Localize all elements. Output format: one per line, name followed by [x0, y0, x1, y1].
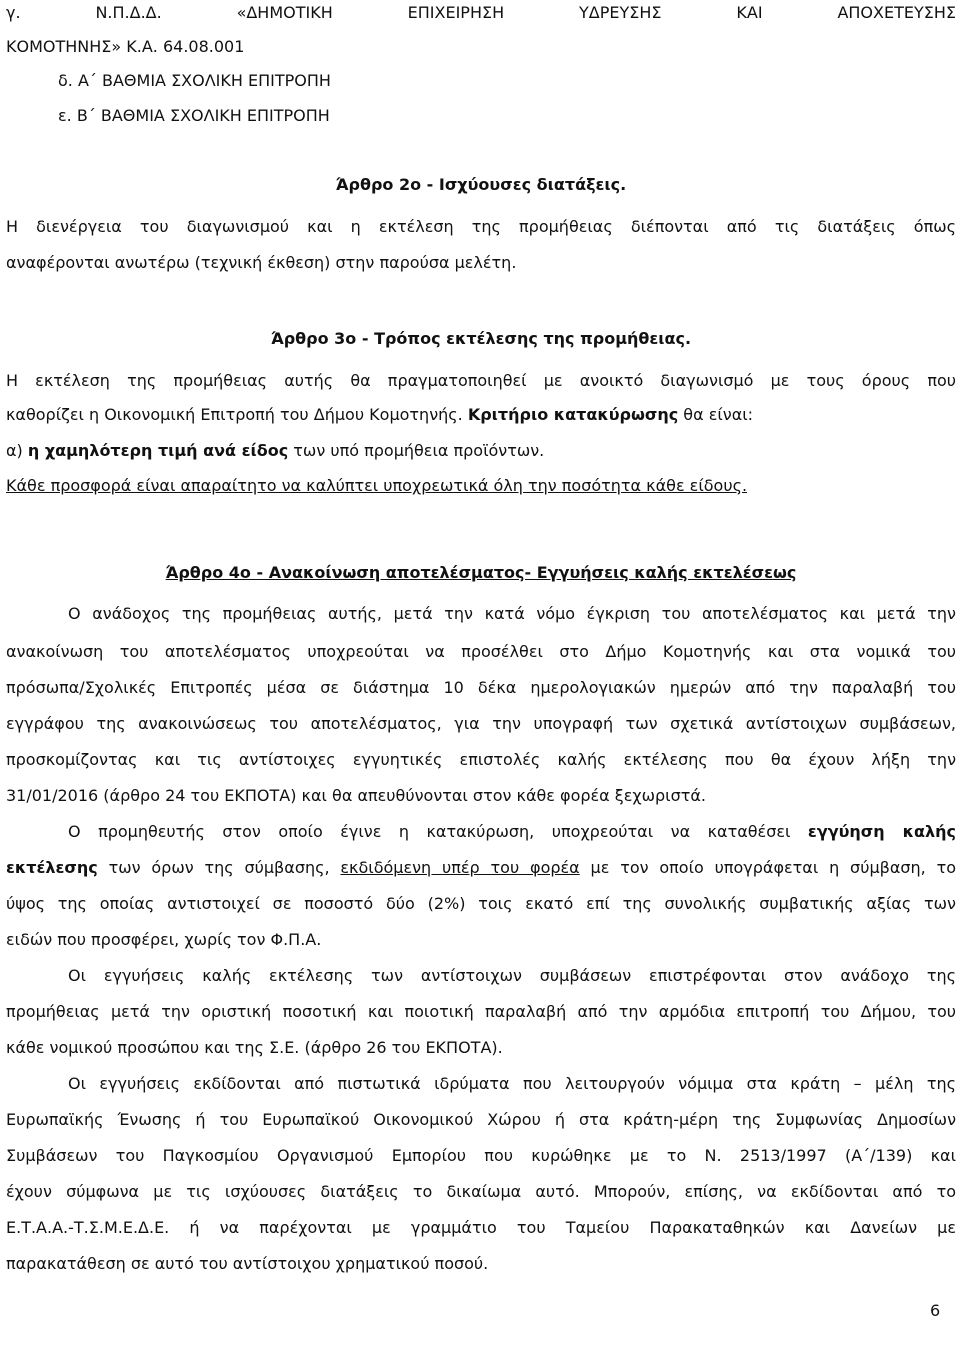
article-4-p4-line2: Ευρωπαϊκής Ένωσης ή του Ευρωπαϊκού Οικονομικού Χώρου ή στα κράτη-μέρη της Συμφωνίας Δημοσίων — [6, 1110, 956, 1129]
article-4-p4-line3: Συμβάσεων του Παγκοσμίου Οργανισμού Εμπορίου που κυρώθηκε με το Ν. 2513/1997 (Α΄/139) και — [6, 1146, 956, 1165]
article-3-line2 — [6, 404, 956, 426]
article-4-p4-line6: παρακατάθεση σε αυτό του αντίστοιχου χρηματικού ποσού. — [6, 1254, 489, 1273]
article-3-line2-end: θα είναι: — [678, 405, 754, 424]
article-3-line4: Κάθε προσφορά είναι απαραίτητο να καλύπτει υποχρεωτικά όλη την ποσότητα κάθε είδους. — [6, 476, 748, 495]
article-4-title: Άρθρο 4ο - Ανακοίνωση αποτελέσματος- Εγγυήσεις καλής εκτελέσεως — [165, 563, 797, 582]
article-4-p1-line2: ανακοίνωση του αποτελέσματος υποχρεούται να προσέλθει στο Δήμο Κομοτηνής και στα νομικά του — [6, 642, 956, 661]
item-g-line2: ΚΟΜΟΤΗΝΗΣ» Κ.Α. 64.08.001 — [6, 37, 245, 56]
item-d: δ. Α΄ ΒΑΘΜΙΑ ΣΧΟΛΙΚΗ ΕΠΙΤΡΟΠΗ — [58, 71, 331, 90]
award-criterion-label: Κριτήριο κατακύρωσης — [467, 405, 679, 424]
article-4-p2-line2-end: με τον οποίο υπογράφεται η σύμβαση, το — [579, 858, 957, 877]
article-4-p1-line1: Ο ανάδοχος της προμήθειας αυτής, μετά την κατά νόμο έγκριση του αποτελέσματος και μετά την — [68, 604, 956, 623]
article-4-p1-line4: εγγράφου της ανακοινώσεως του αποτελέσματος, για την υπογραφή των σχετικά αντίστοιχων συμβάσεων, — [6, 714, 956, 733]
article-2-title: Άρθρο 2ο - Ισχύουσες διατάξεις. — [335, 175, 627, 194]
item-g-line1: γ. Ν.Π.Δ.Δ. «ΔΗΜΟΤΙΚΗ ΕΠΙΧΕΙΡΗΣΗ ΥΔΡΕΥΣΗΣ ΚΑΙ ΑΠΟΧΕΤΕΥΣΗΣ — [6, 3, 956, 22]
article-3-title: Άρθρο 3ο - Τρόπος εκτέλεσης της προμήθειας. — [270, 329, 692, 348]
article-4-p2-line1-text: Ο προμηθευτής στον οποίο έγινε η κατακύρωση, υποχρεούται να καταθέσει — [68, 822, 808, 841]
article-3-line3-prefix: α) — [6, 441, 28, 460]
page-number: 6 — [930, 1301, 941, 1320]
article-4-p1-line5: προσκομίζοντας και τις αντίστοιχες εγγυητικές επιστολές καλής εκτέλεσης που θα έχουν λήξη την — [6, 750, 956, 769]
article-4-p4-line1: Οι εγγυήσεις εκδίδονται από πιστωτικά ιδρύματα που λειτουργούν νόμιμα στα κράτη – μέλη της — [68, 1074, 956, 1093]
item-e: ε. Β΄ ΒΑΘΜΙΑ ΣΧΟΛΙΚΗ ΕΠΙΤΡΟΠΗ — [58, 106, 330, 125]
article-4-p1-line3: πρόσωπα/Σχολικές Επιτροπές μέσα σε διάστημα 10 δέκα ημερολογιακών ημερών από την παραλαβή του — [6, 678, 956, 697]
article-4-p4-line4: έχουν σύμφωνα με τις ισχύουσες διατάξεις το δικαίωμα αυτό. Μπορούν, επίσης, να εκδίδονται από το — [6, 1182, 956, 1201]
lowest-price-label: η χαμηλότερη τιμή ανά είδος — [27, 441, 289, 460]
article-3-line2-text: καθορίζει η Οικονομική Επιτροπή του Δήμου Κομοτηνής. — [6, 405, 468, 424]
article-2-line2: αναφέρονται ανωτέρω (τεχνική έκθεση) στην παρούσα μελέτη. — [6, 253, 517, 272]
article-3-line3-end: των υπό προμήθεια προϊόντων. — [288, 441, 545, 460]
article-4-p2-line2-text: των όρων της σύμβασης, — [97, 858, 341, 877]
article-4-p4-line5: Ε.Τ.Α.Α.-Τ.Σ.Μ.Ε.Δ.Ε. ή να παρέχονται με γραμμάτιο του Ταμείου Παρακαταθηκών και Δανείων με — [6, 1218, 956, 1237]
performance-label: εκτέλεσης — [6, 858, 98, 877]
article-4-p2-line2 — [6, 857, 956, 879]
performance-guarantee-label: εγγύηση καλής — [807, 822, 956, 841]
article-4-p1-line6: 31/01/2016 (άρθρο 24 του ΕΚΠΟΤΑ) και θα απευθύνονται στον κάθε φορέα ξεχωριστά. — [6, 786, 706, 805]
article-3-line3 — [6, 440, 956, 462]
article-4-p2-line4: ειδών που προσφέρει, χωρίς τον Φ.Π.Α. — [6, 930, 322, 949]
article-4-p3-line1: Οι εγγυήσεις καλής εκτέλεσης των αντίστοιχων συμβάσεων επιστρέφονται στον ανάδοχο της — [68, 966, 956, 985]
article-4-p2-line1 — [68, 821, 956, 843]
article-4-p3-line2: προμήθειας μετά την οριστική ποσοτική και ποιοτική παραλαβή από την αρμόδια επιτροπή του Δήμου, του — [6, 1002, 956, 1021]
article-4-p3-line3: κάθε νομικού προσώπου και της Σ.Ε. (άρθρο 26 του ΕΚΠΟΤΑ). — [6, 1038, 503, 1057]
article-3-line1: Η εκτέλεση της προμήθειας αυτής θα πραγματοποιηθεί με ανοικτό διαγωνισμό με τους όρους που — [6, 371, 956, 390]
article-2-line1: Η διενέργεια του διαγωνισμού και η εκτέλεση της προμήθειας διέπονται από τις διατάξεις όπως — [6, 217, 956, 236]
issued-in-favor-label: εκδιδόμενη υπέρ του φορέα — [340, 858, 580, 877]
article-4-p2-line3: ύψος της οποίας αντιστοιχεί σε ποσοστό δύο (2%) τοις εκατό επί της συνολικής συμβατικής αξίας των — [6, 894, 956, 913]
